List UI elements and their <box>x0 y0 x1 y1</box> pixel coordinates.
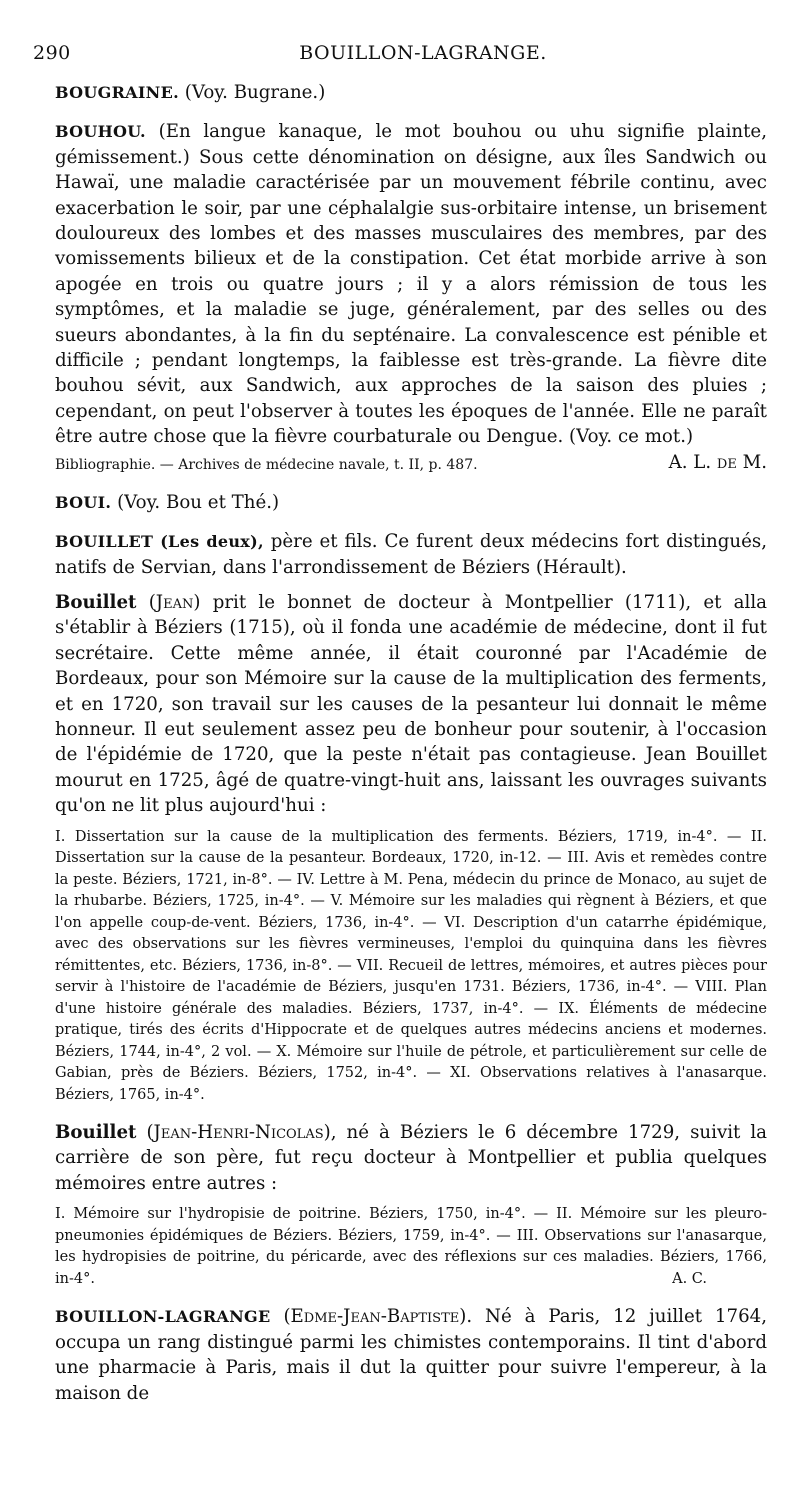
running-head <box>33 36 773 66</box>
entry-text: (Voy. Bugrane.) <box>184 82 326 103</box>
entry-boui <box>55 490 767 515</box>
entry-bouillet <box>55 529 767 580</box>
headword: BOUILLET (Les deux), <box>55 532 264 552</box>
entry-text: né à Béziers le 6 décembre 1729, suivit la carrière de son père, fut reçu docteur à Montpellier et publia quelques mémoires entre autres : <box>55 1122 767 1194</box>
headword: BOUHOU. <box>55 122 146 142</box>
headword: BOUI. <box>55 492 112 512</box>
entry-text: prit le bonnet de docteur à Montpellier (1711), et alla s'établir à Béziers (1715), où il fonda une académie de médecine, dont il fut secrétaire. Cette même année, il était couronné par l'Académie de Bordeaux, pour son Mémoire sur la cause de la multiplication des ferments, et en 1720, son travail sur les causes de la pesanteur lui donnait le même honneur. Il eut seulement assez peu de bonheur pour soutenir, à l'occasion de l'épidémie de 1720, que la peste n'était pas contagieuse. Jean Bouillet mourut en 1725, âgé de quatre-vingt-huit ans, laissant les ouvrages suivants qu'on ne lit plus aujourd'hui : <box>55 591 767 817</box>
entry-bougraine <box>55 80 767 105</box>
forename: (Jean) <box>148 591 201 613</box>
forename: (Edme-Jean-Baptiste). <box>283 1306 473 1328</box>
entry-bouillet-jean <box>55 590 767 819</box>
headword: Bouillet <box>55 1122 137 1144</box>
author-signature: A. L. de M. <box>668 451 767 473</box>
entry-text: (En langue kanaque, le mot bouhou ou uhu signifie plainte, gémissement.) Sous cette dénomination on désigne, aux îles Sandwich ou Hawaï, une maladie caractérisée par un mouvement fébrile continu, avec exacerbation le soir, par une céphalalgie sus-orbitaire intense, un brisement douloureux des lombes et des masses musculaires des membres, par des vomissements bilieux et de la constipation. Cet état morbide arrive à son apogée en trois ou quatre jours ; il y a alors rémission de tous les symptômes, et la maladie se juge, généralement, par des selles ou des sueurs abondantes, à la fin du septénaire. La convalescence est pénible et difficile ; pendant longtemps, la faiblesse est très-grande. La fièvre dite bouhou sévit, aux Sandwich, aux approches de la saison des pluies ; cependant, on peut l'observer à toutes les époques de l'année. Elle ne paraît être autre chose que la fièvre courbaturale ou Dengue. (Voy. ce mot.) <box>55 121 767 448</box>
entry-bouillon-lagrange <box>55 1304 767 1406</box>
works-list <box>55 1204 767 1290</box>
page-number: 290 <box>33 42 71 64</box>
headword: BOUGRAINE. <box>55 83 179 102</box>
headword: Bouillet <box>55 591 137 613</box>
entry-text: Né à Paris, 12 juillet 1764, occupa un rang distingué parmi les chimistes contemporains. Il tint d'abord une pharmacie à Paris, mais il dut la quitter pour suivre l'empereur, à la maison de <box>55 1306 767 1404</box>
entry-text: père et fils. Ce furent deux médecins fort distingués, natifs de Servian, dans l'arrondissement de Béziers (Hérault). <box>55 531 767 578</box>
page-body <box>55 80 767 1406</box>
works-list: I. Dissertation sur la cause de la multiplication des ferments. Béziers, 1719, in-4°. — II. Dissertation sur la cause de la pesanteur. Bordeaux, 1720, in-12. — III. Avis et remèdes contre la peste. Béziers, 1721, in-8°. — IV. Lettre à M. Pena, médecin du prince de Monaco, au sujet de la rhubarbe. Béziers, 1725, in-4°. — V. Mémoire sur les maladies qui règnent à Béziers, et que l'on appelle coup-de-vent. Béziers, 1736, in-4°. — VI. Description d'un catarrhe épidémique, avec des observations sur les fièvres vermineuses, l'emploi du quinquina dans les fièvres rémittentes, etc. Béziers, 1736, in-8°. — VII. Recueil de lettres, mémoires, et autres pièces pour servir à l'histoire de l'académie de Béziers, jusqu'en 1731. Béziers, 1736, in-4°. — VIII. Plan d'une histoire générale des maladies. Béziers, 1737, in-4°. — IX. Éléments de médecine pratique, tirés des écrits d'Hippocrate et de quelques autres médecins anciens et modernes. Béziers, 1744, in-4°, 2 vol. — X. Mémoire sur l'huile de pétrole, et particulièrement sur celle de Gabian, près de Béziers. Béziers, 1752, in-4°. — XI. Observations relatives à l'anasarque. Béziers, 1765, in-4°. <box>55 828 767 1103</box>
bibliography: Bibliographie. — Archives de médecine navale, t. II, p. 487. <box>55 456 478 473</box>
works-text: I. Mémoire sur l'hydropisie de poitrine. Béziers, 1750, in-4°. — II. Mémoire sur les pleuro-pneumonies épidémiques de Béziers. Béziers, 1759, in-4°. — III. Observations sur l'anasarque, les hydropisies de poitrine, du péricarde, avec des réflexions sur ces maladies. Béziers, 1766, in-4°. <box>55 1206 767 1287</box>
forename: (Jean-Henri-Nicolas), <box>146 1122 337 1144</box>
headword: BOUILLON-LAGRANGE <box>55 1307 271 1327</box>
running-title: BOUILLON-LAGRANGE. <box>299 42 547 64</box>
author-signature: A. C. <box>672 1270 707 1287</box>
entry-bouillet-jean-henri <box>55 1120 767 1196</box>
entry-text: (Voy. Bou et Thé.) <box>117 491 280 513</box>
